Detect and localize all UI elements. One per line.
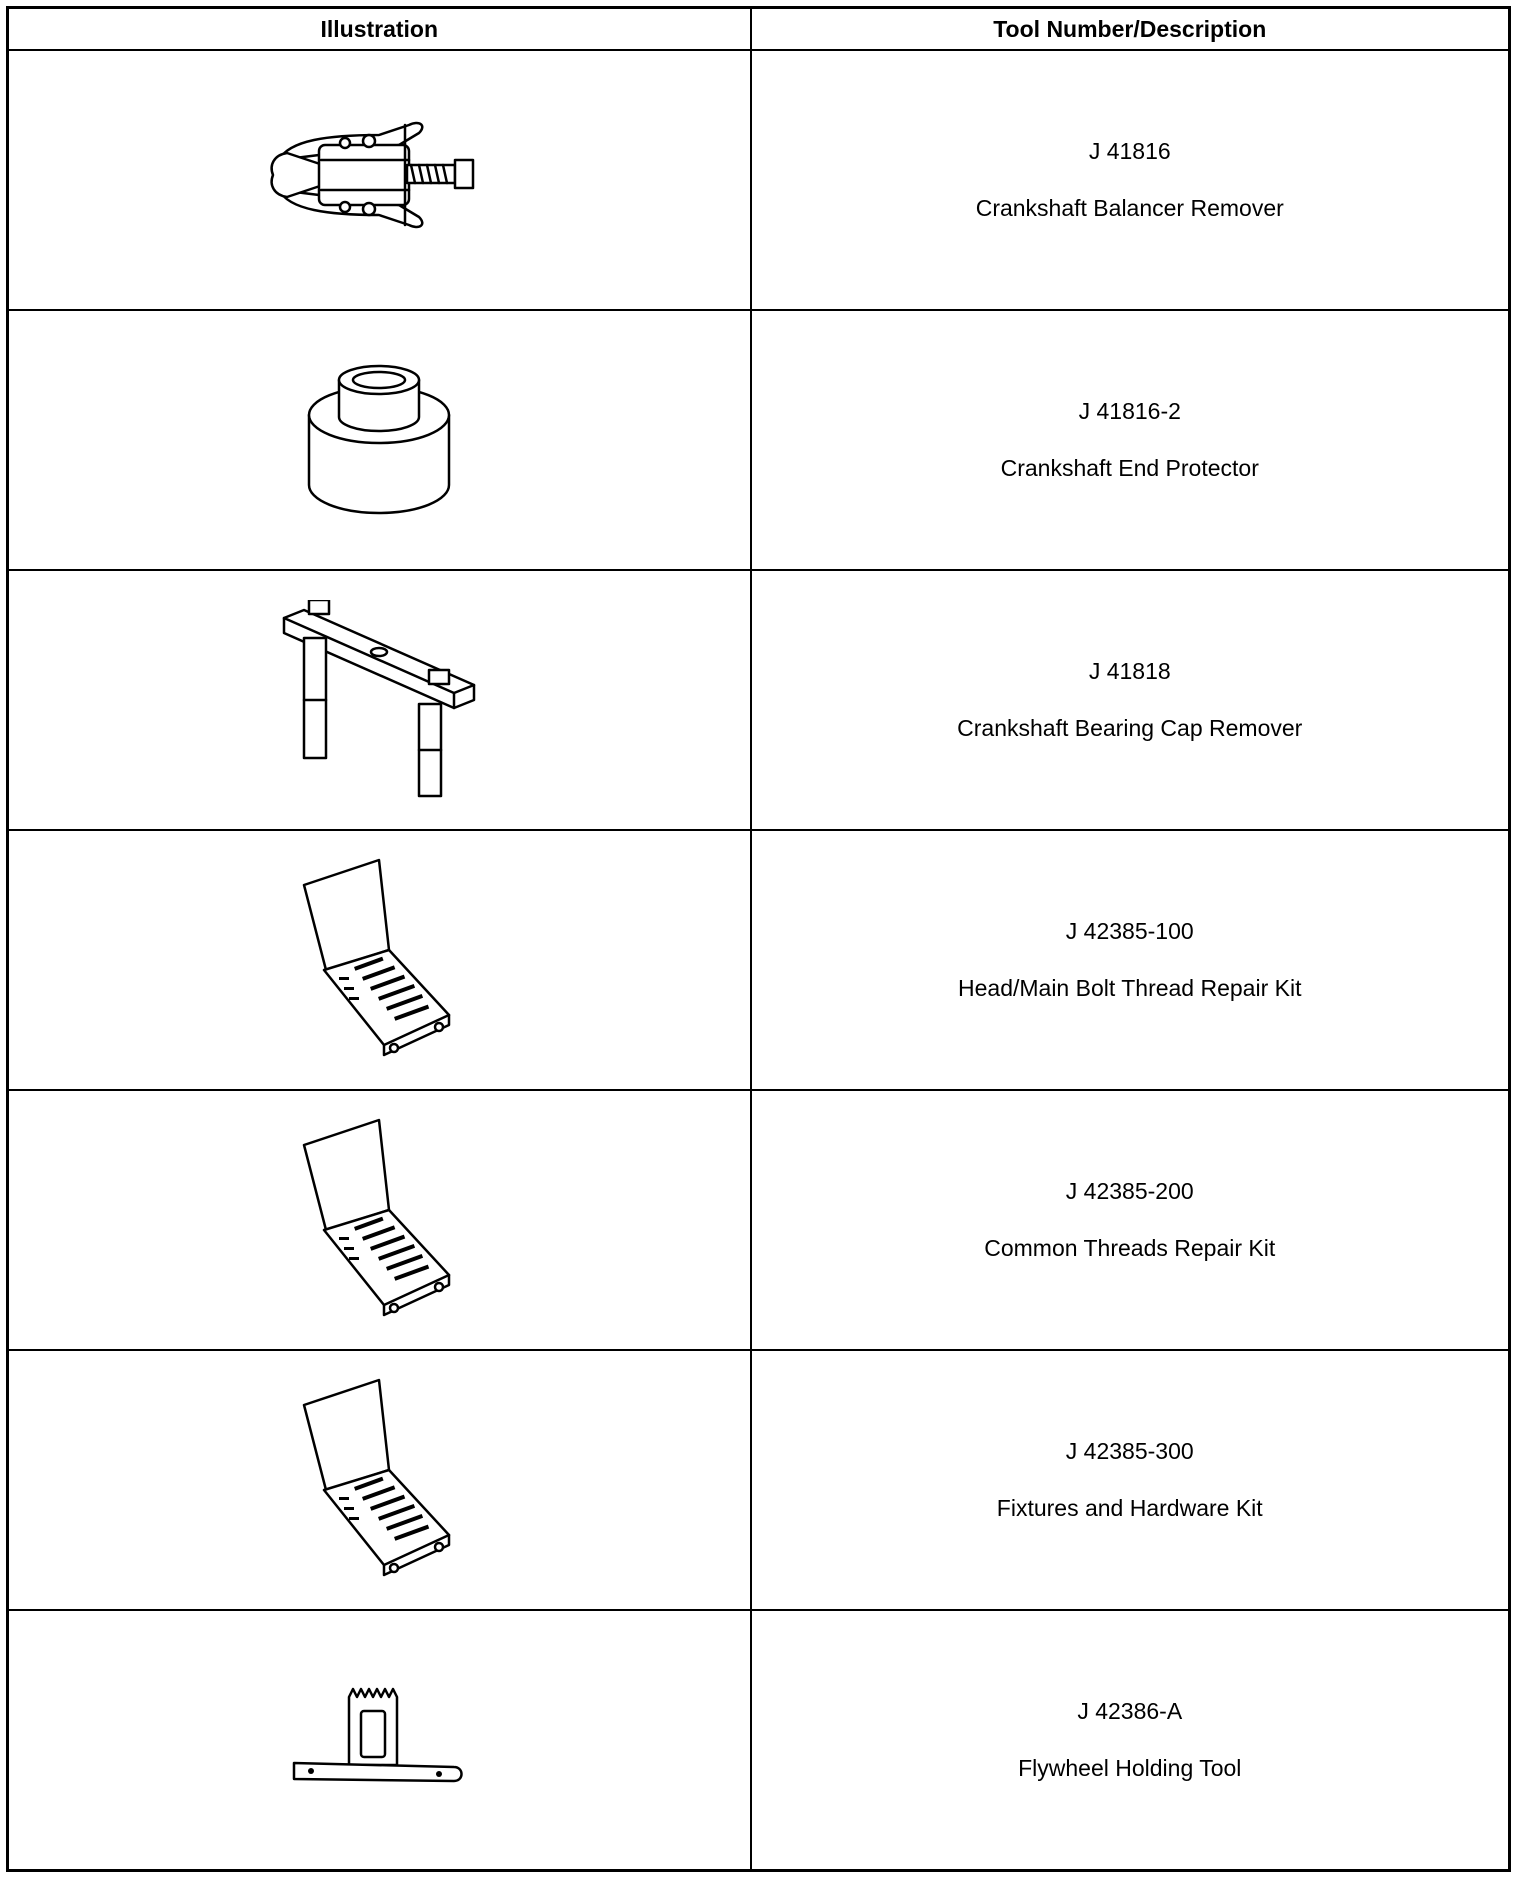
repair-kit-case-icon	[294, 1115, 464, 1325]
tool-description: Head/Main Bolt Thread Repair Kit	[958, 975, 1302, 1001]
header-row	[8, 8, 1510, 51]
tool-number: J 42386-A	[1077, 1698, 1183, 1725]
table-row	[8, 310, 1510, 570]
repair-kit-case-icon	[294, 855, 464, 1065]
repair-kit-case-icon	[294, 1375, 464, 1585]
puller-icon	[259, 105, 499, 255]
tool-description: Crankshaft Balancer Remover	[975, 195, 1284, 221]
table-row	[8, 1350, 1510, 1610]
table-row	[8, 1090, 1510, 1350]
tool-number: J 41818	[1088, 658, 1171, 685]
illustration-cell	[8, 1610, 751, 1871]
header-illustration: Illustration	[8, 8, 751, 51]
bearing-cap-remover-icon	[279, 600, 479, 800]
tool-number: J 41816	[1088, 138, 1171, 165]
table-row	[8, 830, 1510, 1090]
illustration-cell	[8, 1090, 751, 1350]
table-row	[8, 50, 1510, 310]
description-cell	[751, 1610, 1510, 1871]
illustration-cell	[8, 310, 751, 570]
tool-number: J 41816-2	[1078, 398, 1181, 425]
description-cell	[751, 50, 1510, 310]
tool-description: Fixtures and Hardware Kit	[996, 1495, 1263, 1521]
tool-description: Common Threads Repair Kit	[984, 1235, 1276, 1261]
tool-description: Crankshaft Bearing Cap Remover	[957, 715, 1303, 741]
tool-number: J 42385-300	[1065, 1438, 1194, 1465]
table-row	[8, 1610, 1510, 1871]
table-row	[8, 570, 1510, 830]
flywheel-holder-icon	[289, 1685, 469, 1795]
tool-number: J 42385-100	[1065, 918, 1194, 945]
description-cell	[751, 830, 1510, 1090]
tool-number: J 42385-200	[1065, 1178, 1194, 1205]
end-protector-icon	[294, 355, 464, 525]
special-tools-table	[6, 6, 1511, 1872]
tool-description: Flywheel Holding Tool	[1018, 1755, 1242, 1781]
description-cell	[751, 310, 1510, 570]
illustration-cell	[8, 1350, 751, 1610]
description-cell	[751, 570, 1510, 830]
description-cell	[751, 1090, 1510, 1350]
illustration-cell	[8, 50, 751, 310]
header-tool-description: Tool Number/Description	[751, 8, 1510, 51]
illustration-cell	[8, 830, 751, 1090]
description-cell	[751, 1350, 1510, 1610]
tool-description: Crankshaft End Protector	[1000, 455, 1259, 481]
illustration-cell	[8, 570, 751, 830]
